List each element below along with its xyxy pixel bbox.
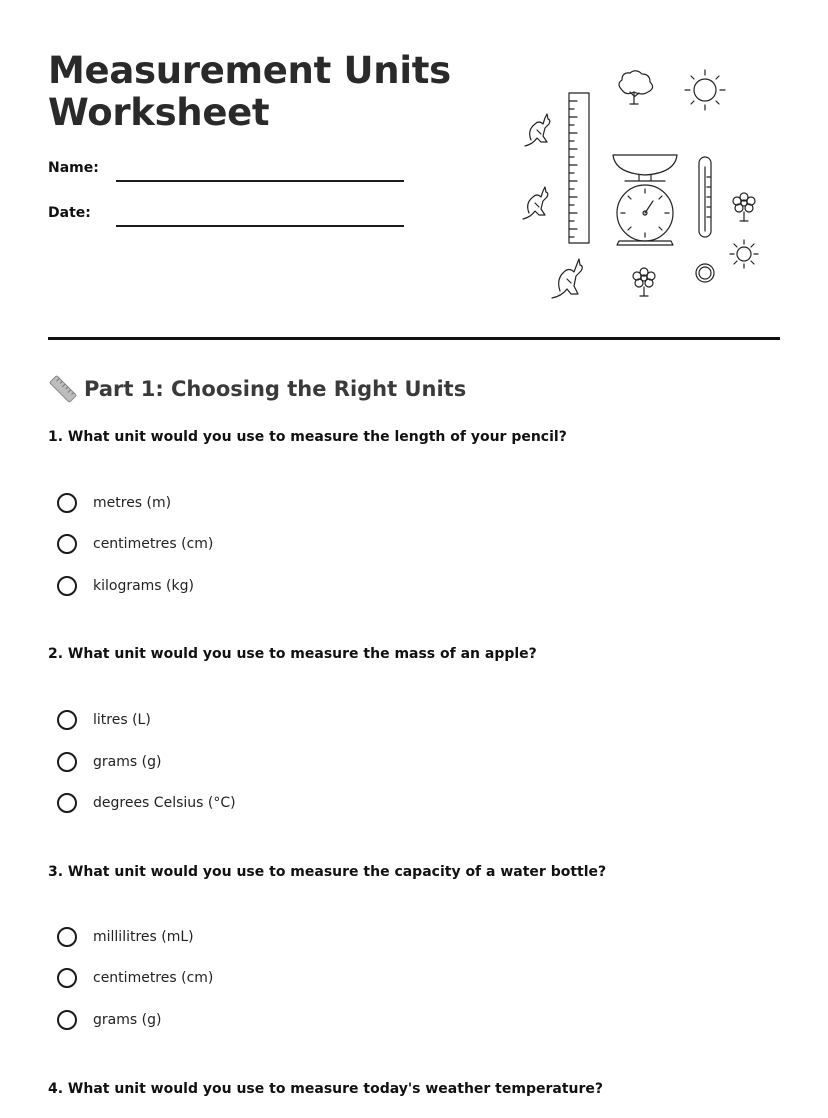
kitchen-scale-icon xyxy=(613,155,677,245)
option-label: metres (m) xyxy=(93,495,172,511)
flowering-bush-icon xyxy=(633,268,655,296)
option-3a[interactable] xyxy=(57,924,194,950)
part-1-title: Part 1: Choosing the Right Units xyxy=(84,377,467,401)
section-divider xyxy=(48,337,780,340)
option-label: centimetres (cm) xyxy=(93,536,214,552)
date-field[interactable] xyxy=(48,205,408,235)
kangaroo-icon xyxy=(552,259,582,298)
option-3c[interactable] xyxy=(57,1007,161,1033)
title-line-2: Worksheet xyxy=(48,91,270,134)
option-2b[interactable] xyxy=(57,749,161,775)
ruler-icon xyxy=(569,93,589,243)
question-4: 4. What unit would you use to measure today's weather temperature? xyxy=(48,1081,604,1097)
radio-button[interactable] xyxy=(57,576,77,596)
kangaroo-icon xyxy=(525,114,550,146)
sun-icon xyxy=(730,240,758,268)
part-1-heading xyxy=(48,373,466,405)
name-field[interactable] xyxy=(48,160,408,190)
name-label: Name: xyxy=(48,160,99,176)
kangaroo-icon xyxy=(523,187,548,219)
thermometer-icon xyxy=(696,157,714,282)
option-label: degrees Celsius (°C) xyxy=(93,795,236,811)
radio-button[interactable] xyxy=(57,927,77,947)
option-label: kilograms (kg) xyxy=(93,578,194,594)
option-label: grams (g) xyxy=(93,1012,162,1028)
question-3: 3. What unit would you use to measure the capacity of a water bottle? xyxy=(48,864,607,880)
title-line-1: Measurement Units xyxy=(48,49,451,92)
option-label: millilitres (mL) xyxy=(93,929,194,945)
option-2a[interactable] xyxy=(57,707,151,733)
radio-button[interactable] xyxy=(57,710,77,730)
option-1b[interactable] xyxy=(57,531,213,557)
sun-icon xyxy=(685,70,725,110)
radio-button[interactable] xyxy=(57,1010,77,1030)
option-1c[interactable] xyxy=(57,573,194,599)
radio-button[interactable] xyxy=(57,968,77,988)
ruler-icon xyxy=(48,374,78,404)
question-1: 1. What unit would you use to measure the length of your pencil? xyxy=(48,429,567,445)
option-3b[interactable] xyxy=(57,965,213,991)
radio-button[interactable] xyxy=(57,493,77,513)
radio-button[interactable] xyxy=(57,752,77,772)
name-write-line[interactable] xyxy=(116,180,404,182)
radio-button[interactable] xyxy=(57,534,77,554)
option-label: litres (L) xyxy=(93,712,151,728)
question-2: 2. What unit would you use to measure the mass of an apple? xyxy=(48,646,537,662)
date-write-line[interactable] xyxy=(116,225,404,227)
tree-icon xyxy=(619,71,653,104)
date-label: Date: xyxy=(48,205,91,221)
option-label: centimetres (cm) xyxy=(93,970,214,986)
worksheet-title xyxy=(48,50,451,134)
flowering-bush-icon xyxy=(733,193,755,221)
option-label: grams (g) xyxy=(93,754,162,770)
measurement-illustration xyxy=(515,65,765,305)
radio-button[interactable] xyxy=(57,793,77,813)
option-2c[interactable] xyxy=(57,790,236,816)
option-1a[interactable] xyxy=(57,490,171,516)
